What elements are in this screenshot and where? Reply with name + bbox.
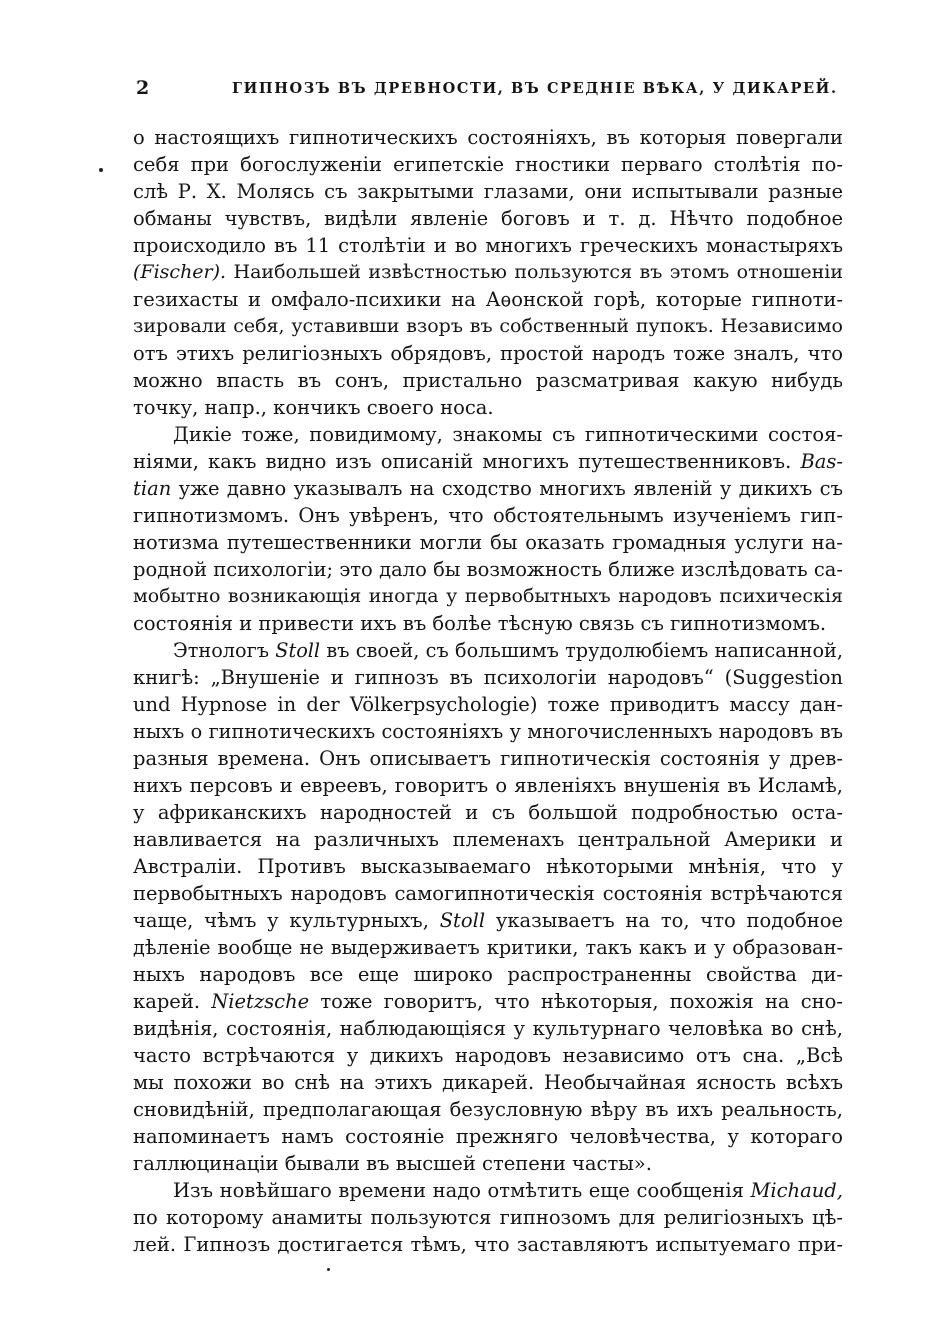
text-line: (Fischer). Наибольшей извѣстностью пользуются въ этомъ отношеніи	[133, 261, 843, 283]
text-line: обманы чувствъ, видѣли явленіе боговъ и т. д. Нѣчто подобное	[133, 207, 843, 230]
text-line: точку, напр., кончикъ своего носа.	[133, 396, 494, 419]
text-line: родной психологіи; это дало бы возможность ближе изслѣдовать са-	[133, 558, 843, 581]
text-line: навливается на различныхъ племенахъ центральной Америки и	[133, 828, 843, 851]
text-line: und Hypnose in der Völkerpsychologie) тоже приводитъ массу дан-	[133, 693, 843, 716]
text-line: чаще, чѣмъ у культурныхъ, Stoll указываетъ на то, что подобное	[133, 909, 843, 932]
text-line: происходило въ 11 столѣтіи и во многихъ греческихъ монастыряхъ	[133, 234, 843, 257]
text-line: зировали себя, уставивши взоръ въ собственный пупокъ. Независимо	[133, 315, 843, 337]
text-line: первобытныхъ народовъ самогипнотическія состоянія встрѣчаются	[133, 882, 843, 905]
text-line: отъ этихъ религіозныхъ обрядовъ, простой народъ тоже зналъ, что	[133, 342, 843, 365]
text-line: Дикіе тоже, повидимому, знакомы съ гипнотическими состоя-	[173, 423, 843, 446]
text-line: напоминаетъ намъ состояніе прежняго человѣчества, у котораго	[133, 1125, 843, 1148]
text-line: гезихасты и омфало-психики на Аѳонской горѣ, которые гипноти-	[133, 288, 843, 311]
page-header	[136, 76, 840, 100]
ink-speck	[99, 168, 103, 172]
text-line: по которому анамиты пользуются гипнозомъ для религіозныхъ цѣ-	[133, 1206, 843, 1229]
text-line: о настоящихъ гипнотическихъ состояніяхъ, въ которыя повергали	[133, 126, 843, 149]
text-line: состоянія и привести ихъ въ болѣе тѣсную связь съ гипнотизмомъ.	[133, 612, 827, 635]
text-line: можно впасть въ сонъ, пристально разсматривая какую нибудь	[133, 369, 843, 392]
text-line: видѣнія, состоянія, наблюдающіяся у культурнаго человѣка во снѣ,	[133, 1017, 843, 1040]
body-text	[133, 124, 843, 1258]
text-line: дѣленіе вообще не выдерживаетъ критики, такъ какъ и у образован-	[133, 936, 843, 959]
text-line: разныя времена. Онъ описываетъ гипнотическія состоянія у древ-	[133, 747, 843, 770]
text-line: слѣ Р. Х. Молясь съ закрытыми глазами, они испытывали разные	[133, 180, 843, 203]
text-line: карей. Nietzsche тоже говоритъ, что нѣкоторыя, похожія на сно-	[133, 990, 843, 1013]
text-line: ніями, какъ видно изъ описаній многихъ путешественниковъ. Bas-	[133, 450, 843, 473]
text-line: часто встрѣчаются у дикихъ народовъ независимо отъ сна. „Всѣ	[133, 1044, 843, 1067]
text-line: Австраліи. Противъ высказываемаго нѣкоторыми мнѣнія, что у	[133, 855, 843, 878]
text-line: себя при богослуженіи египетскіе гностики перваго столѣтія по-	[133, 153, 843, 176]
text-line: сновидѣній, предполагающая безусловную вѣру въ ихъ реальность,	[133, 1098, 843, 1121]
page-number: 2	[136, 77, 150, 99]
text-line: мобытно возникающія иногда у первобытныхъ народовъ психическія	[133, 585, 843, 607]
text-line: мы похожи во снѣ на этихъ дикарей. Необычайная ясность всѣхъ	[133, 1071, 843, 1094]
text-line: Изъ новѣйшаго времени надо отмѣтить еще сообщенія Michaud,	[173, 1179, 843, 1202]
running-head: ГИПНОЗЪ ВЪ ДРЕВНОСТИ, ВЪ СРЕДНІЕ ВѢКА, У ДИКАРЕЙ.	[232, 80, 838, 97]
text-line: гипнотизмомъ. Онъ увѣренъ, что обстоятельнымъ изученіемъ гип-	[133, 504, 843, 527]
text-line: нихъ персовъ и евреевъ, говоритъ о явленіяхъ внушенія въ Исламѣ,	[133, 774, 843, 797]
text-line: ныхъ о гипнотическихъ состояніяхъ у многочисленныхъ народовъ въ	[133, 720, 843, 743]
text-line: ныхъ народовъ все еще широко распространенны свойства ди-	[133, 963, 843, 986]
text-line: tian уже давно указывалъ на сходство многихъ явленій у дикихъ съ	[133, 477, 843, 500]
text-line: книгѣ: „Внушеніе и гипнозъ въ психологіи народовъ“ (Suggestion	[133, 666, 843, 689]
text-line: нотизма путешественники могли бы оказать громадныя услуги на-	[133, 531, 843, 554]
text-line: у африканскихъ народностей и съ большой подробностью оста-	[133, 801, 843, 824]
text-line: Этнологъ Stoll въ своей, съ большимъ трудолюбіемъ написанной,	[173, 639, 843, 662]
text-line: лей. Гипнозъ достигается тѣмъ, что заставляютъ испытуемаго при-	[133, 1233, 843, 1256]
ink-speck	[327, 1268, 330, 1271]
text-line: галлюцинаціи бывали въ высшей степени часты».	[133, 1152, 652, 1175]
